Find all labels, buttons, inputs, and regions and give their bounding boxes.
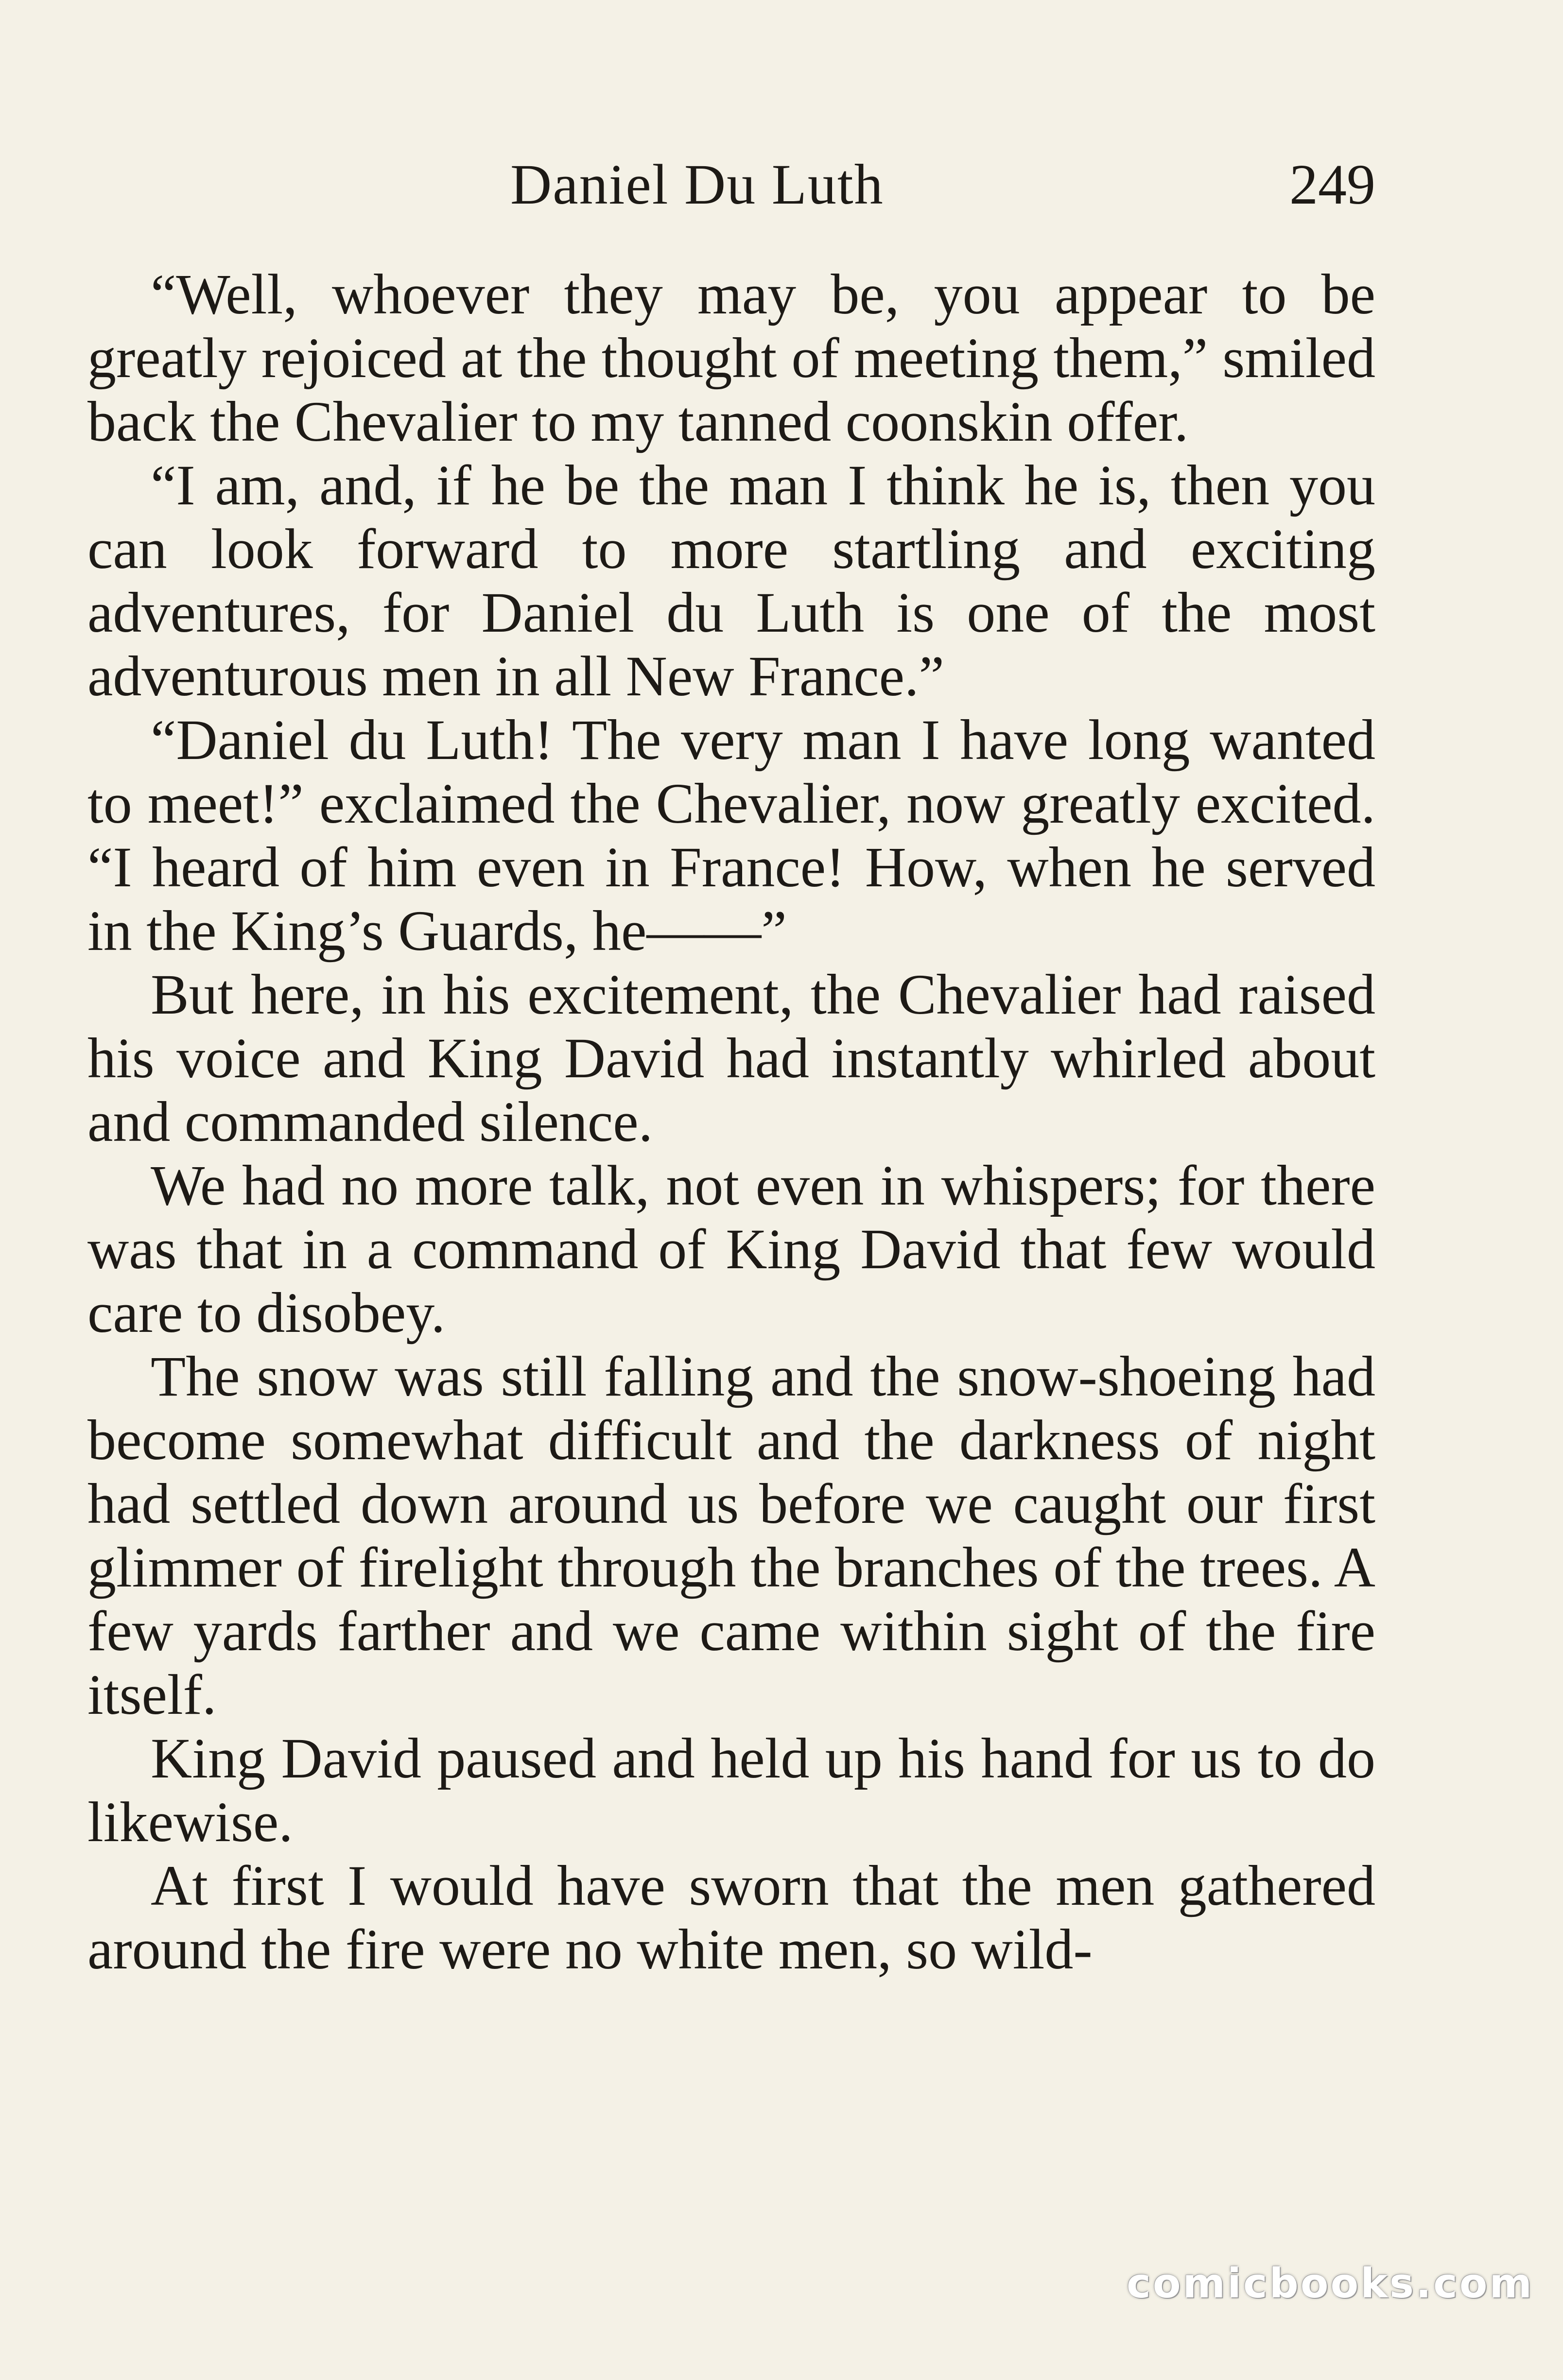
- page-number: 249: [1289, 153, 1375, 216]
- page-header: [87, 148, 1375, 221]
- paragraph: But here, in his excitement, the Chevalier had raised his voice and King David had instantly whirled about and commanded silence.: [87, 963, 1375, 1154]
- paragraph: King David paused and held up his hand for us to do likewise.: [87, 1726, 1375, 1854]
- running-title: Daniel Du Luth: [510, 153, 884, 216]
- watermark: comicbooks.com: [1127, 2259, 1534, 2307]
- paragraph: We had no more talk, not even in whispers; for there was that in a command of King David that few would care to disobey.: [87, 1154, 1375, 1345]
- paragraph: The snow was still falling and the snow-shoeing had become somewhat difficult and the darkness of night had settled down around us before we caught our first glimmer of firelight through the branches of the trees. A few yards farther and we came within sight of the fire itself.: [87, 1345, 1375, 1726]
- paragraph: At first I would have sworn that the men gathered around the fire were no white men, so wild-: [87, 1854, 1375, 1981]
- paragraph: “Well, whoever they may be, you appear to be greatly rejoiced at the thought of meeting them,” smiled back the Chevalier to my tanned coonskin offer.: [87, 262, 1375, 453]
- body-text: [87, 262, 1375, 1981]
- paragraph: “Daniel du Luth! The very man I have long wanted to meet!” exclaimed the Chevalier, now greatly excited. “I heard of him even in France! How, when he served in the King’s Guards, he——”: [87, 708, 1375, 963]
- paragraph: “I am, and, if he be the man I think he is, then you can look forward to more startling and exciting adventures, for Daniel du Luth is one of the most adventurous men in all New France.”: [87, 453, 1375, 708]
